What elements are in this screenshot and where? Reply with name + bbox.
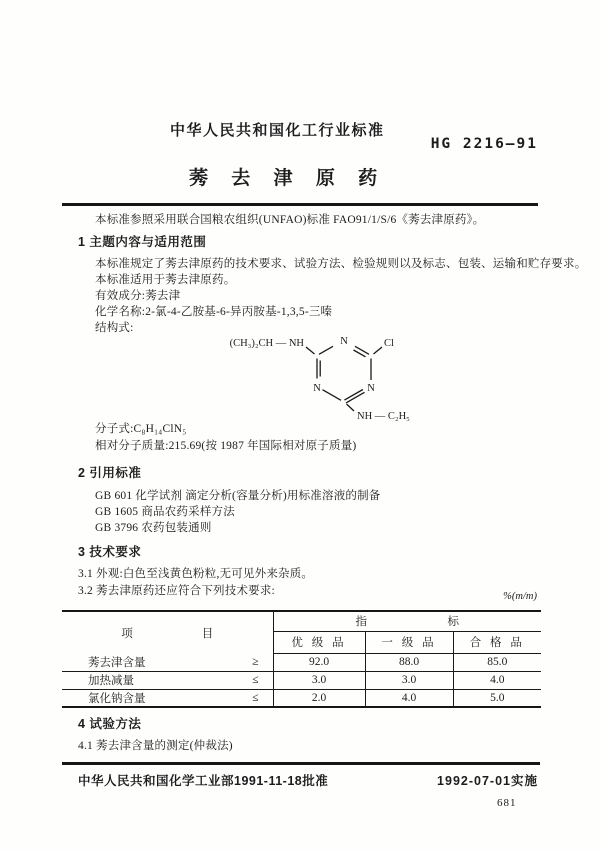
footer-divider-rule xyxy=(62,762,540,765)
standard-number: HG 2216—91 xyxy=(430,136,538,152)
reference-standard-gb3796: GB 3796 农药包装通则 xyxy=(95,522,212,534)
ring-nitrogen-right: N xyxy=(367,383,375,394)
molecular-formula-line: 分子式:C₈H₁₄ClN₅ xyxy=(95,423,187,435)
ring-nitrogen-left: N xyxy=(313,383,321,394)
chlorine-substituent-label: Cl xyxy=(384,338,394,349)
section-1-paragraph-applicability: 本标准适用于莠去津原药。 xyxy=(95,274,236,286)
value-cell: 92.0 xyxy=(273,653,365,671)
table-row-heating-loss xyxy=(62,671,273,689)
table-header-grade-premium: 优 级 品 xyxy=(273,631,365,653)
reference-standard-gb601: GB 601 化学试剂 滴定分析(容量分析)用标准溶液的制备 xyxy=(95,490,381,502)
row-operator: ≤ xyxy=(252,691,259,704)
table-row-atrazine-content xyxy=(62,653,273,671)
header-divider-rule xyxy=(62,203,538,206)
reference-standard-gb1605: GB 1605 商品农药采样方法 xyxy=(95,506,235,518)
page-number: 681 xyxy=(497,797,517,809)
table-unit-note: %(m/m) xyxy=(503,591,537,602)
table-header-grade-qualified: 合 格 品 xyxy=(453,631,541,653)
page-title: 莠 去 津 原 药 xyxy=(189,168,387,189)
table-header-grade-first: 一 级 品 xyxy=(365,631,453,653)
ethylamino-group-label: NH — C₂H₅ xyxy=(357,411,410,422)
ring-nitrogen-top: N xyxy=(340,336,348,347)
active-ingredient-line: 有效成分:莠去津 xyxy=(95,290,181,302)
molecular-mass-line: 相对分子质量:215.69(按 1987 年国际相对原子质量) xyxy=(95,440,357,452)
section-1-paragraph-scope: 本标准规定了莠去津原药的技术要求、试验方法、检验规则以及标志、包装、运输和贮存要求。 xyxy=(95,258,587,270)
row-operator: ≤ xyxy=(252,674,259,686)
table-header-item: 项 目 xyxy=(121,627,214,640)
clause-3-2-requirements: 3.2 莠去津原药还应符合下列技术要求: xyxy=(78,585,275,597)
section-1-heading: 1 主题内容与适用范围 xyxy=(78,235,207,249)
structural-formula-label: 结构式: xyxy=(95,322,134,334)
value-cell: 3.0 xyxy=(365,671,453,689)
implementation-date: 1992-07-01实施 xyxy=(437,774,538,788)
clause-4-1-determination: 4.1 莠去津含量的测定(仲裁法) xyxy=(78,740,233,752)
table-header-index: 指 标 xyxy=(273,611,541,631)
value-cell: 3.0 xyxy=(273,671,365,689)
table-row-sodium-chloride xyxy=(62,689,273,707)
value-cell: 5.0 xyxy=(453,689,541,707)
chemical-name-line: 化学名称:2-氯-4-乙胺基-6-异丙胺基-1,3,5-三嗪 xyxy=(95,306,333,318)
value-cell: 4.0 xyxy=(365,689,453,707)
value-cell: 2.0 xyxy=(273,689,365,707)
section-3-heading: 3 技术要求 xyxy=(78,545,142,559)
section-2-heading: 2 引用标准 xyxy=(78,466,142,480)
row-item-label: 氯化钠含量 xyxy=(88,692,146,705)
clause-3-1-appearance: 3.1 外观:白色至浅黄色粉粒,无可见外来杂质。 xyxy=(78,568,314,580)
intro-paragraph: 本标准参照采用联合国粮农组织(UNFAO)标准 FAO91/1/S/6《莠去津原药》。 xyxy=(95,214,485,226)
chemical-structure-diagram xyxy=(218,330,428,431)
value-cell: 85.0 xyxy=(453,653,541,671)
value-cell: 4.0 xyxy=(453,671,541,689)
value-cell: 88.0 xyxy=(365,653,453,671)
row-item-label: 莠去津含量 xyxy=(88,656,146,669)
standard-type-heading: 中华人民共和国化工行业标准 xyxy=(170,122,385,139)
technical-requirements-table xyxy=(62,610,541,708)
isopropylamino-group-label: (CH₃)₂CH — NH xyxy=(229,338,304,349)
approval-statement: 中华人民共和国化学工业部1991-11-18批准 xyxy=(78,774,329,788)
row-item-label: 加热减量 xyxy=(88,675,134,687)
section-4-heading: 4 试验方法 xyxy=(78,717,142,731)
triazine-ring-drawing xyxy=(218,330,428,426)
row-operator: ≥ xyxy=(252,655,259,668)
